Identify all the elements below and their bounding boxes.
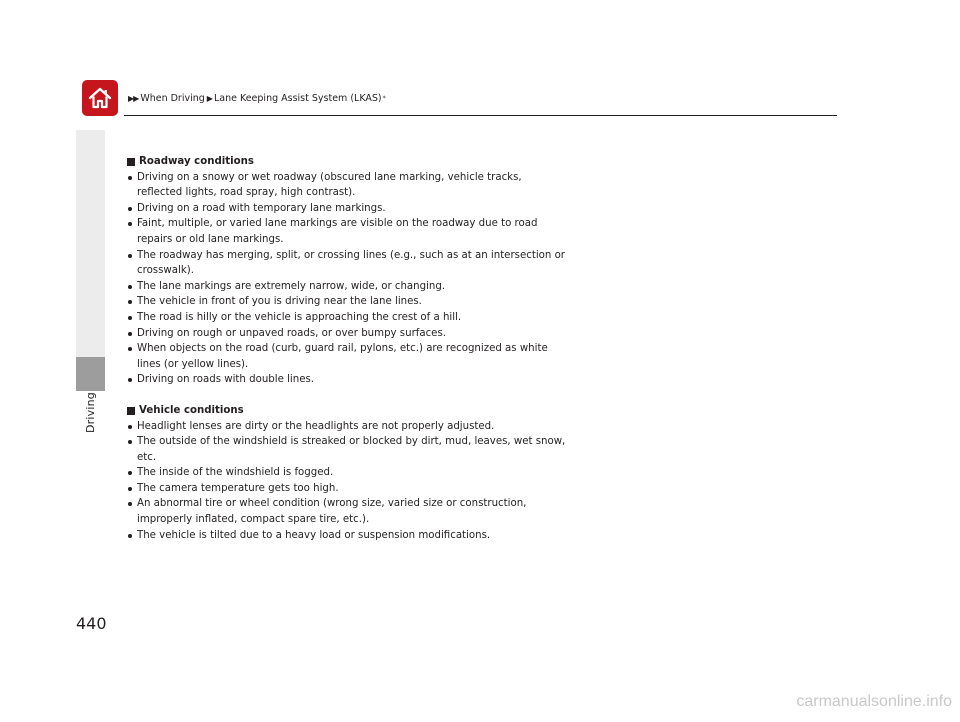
square-bullet-icon	[127, 407, 135, 415]
list-item: The inside of the windshield is fogged.	[127, 465, 567, 481]
breadcrumb	[128, 93, 386, 104]
list-item: Driving on rough or unpaved roads, or over bumpy surfaces.	[127, 326, 567, 342]
page-number: 440	[76, 614, 107, 633]
side-tab-active[interactable]	[76, 357, 105, 391]
main-content	[127, 154, 567, 543]
list-item: When objects on the road (curb, guard rail, pylons, etc.) are recognized as white lines (or yellow lines).	[127, 341, 567, 372]
list-item: Headlight lenses are dirty or the headlights are not properly adjusted.	[127, 419, 567, 435]
asterisk-mark: *	[382, 95, 386, 102]
breadcrumb-item-lkas[interactable]: Lane Keeping Assist System (LKAS)	[213, 93, 382, 104]
header-divider	[124, 115, 837, 116]
list-item: The vehicle is tilted due to a heavy load or suspension modifications.	[127, 528, 567, 544]
list-item: The road is hilly or the vehicle is approaching the crest of a hill.	[127, 310, 567, 326]
vehicle-conditions-section	[127, 403, 567, 543]
list-item: Driving on roads with double lines.	[127, 372, 567, 388]
list-item: An abnormal tire or wheel condition (wrong size, varied size or construction, improperly inflated, compact spare tire, etc.).	[127, 496, 567, 527]
list-item: Driving on a road with temporary lane markings.	[127, 201, 567, 217]
watermark: carmanualsonline.info	[796, 693, 952, 710]
roadway-conditions-section	[127, 154, 567, 388]
vehicle-conditions-list	[127, 419, 567, 544]
list-item: Driving on a snowy or wet roadway (obscured lane marking, vehicle tracks, reflected lights, road spray, high contrast).	[127, 170, 567, 201]
roadway-conditions-list	[127, 170, 567, 388]
home-button[interactable]	[82, 80, 118, 116]
side-tab-background	[76, 130, 105, 357]
breadcrumb-item-when-driving[interactable]: When Driving	[140, 93, 205, 104]
section-title: Roadway conditions	[127, 154, 567, 170]
list-item: The camera temperature gets too high.	[127, 481, 567, 497]
list-item: The roadway has merging, split, or crossing lines (e.g., such as at an intersection or crosswalk).	[127, 248, 567, 279]
list-item: The vehicle in front of you is driving near the lane lines.	[127, 294, 567, 310]
breadcrumb-arrow-icon: ▶	[206, 94, 212, 103]
breadcrumb-arrow-icon: ▶▶	[128, 94, 139, 103]
list-item: Faint, multiple, or varied lane markings are visible on the roadway due to road repairs or old lane markings.	[127, 216, 567, 247]
list-item: The lane markings are extremely narrow, wide, or changing.	[127, 279, 567, 295]
section-title: Vehicle conditions	[127, 403, 567, 419]
side-tab-label: Driving	[84, 392, 97, 433]
list-item: The outside of the windshield is streaked or blocked by dirt, mud, leaves, wet snow, etc.	[127, 434, 567, 465]
home-icon	[87, 85, 113, 111]
square-bullet-icon	[127, 158, 135, 166]
